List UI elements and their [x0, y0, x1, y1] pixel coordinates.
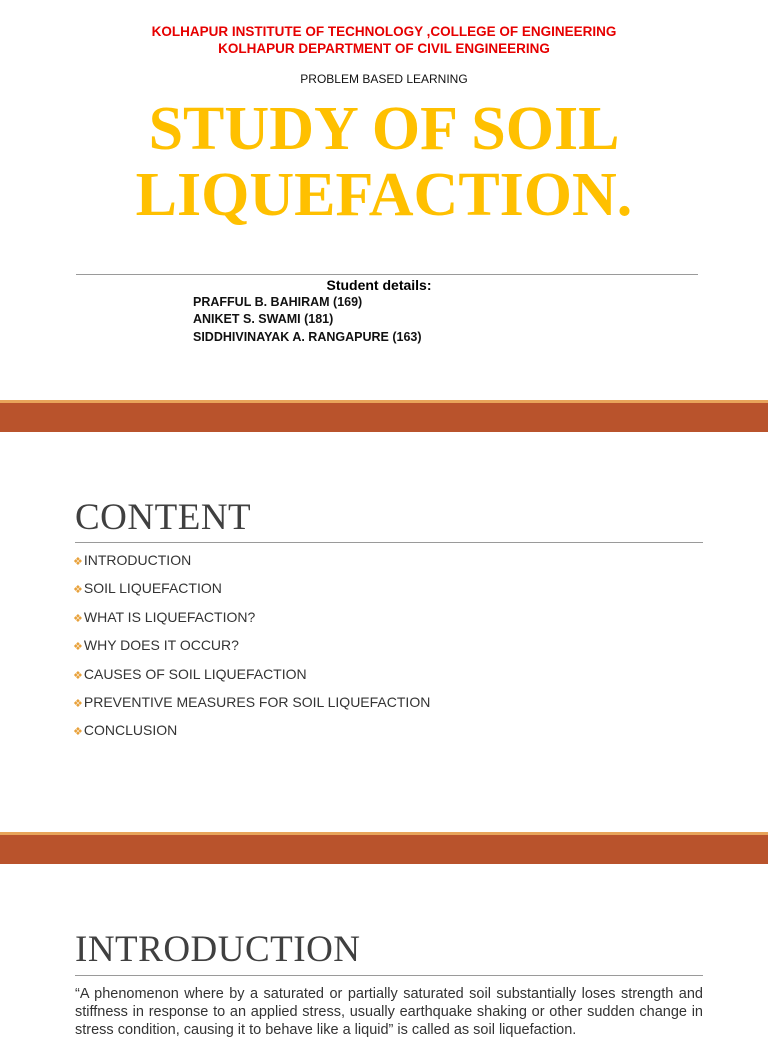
intro-paragraph: “A phenomenon where by a saturated or partially saturated soil substantially loses strength and stiffness in response to an applied stress, usually earthquake shaking or other sudden change in stress condition, causing it to behave like a liquid” is called as soil liquefaction.	[75, 986, 703, 1038]
diamond-bullet-icon: ❖	[73, 556, 83, 568]
slide-heading: INTRODUCTION	[75, 929, 361, 970]
student-name: ANIKET S. SWAMI (181)	[193, 312, 334, 326]
introduction-slide	[0, 864, 768, 1038]
diamond-bullet-icon: ❖	[73, 698, 83, 710]
student-name: PRAFFUL B. BAHIRAM (169)	[193, 295, 363, 309]
diamond-bullet-icon: ❖	[73, 726, 83, 738]
title-slide	[0, 0, 768, 400]
diamond-bullet-icon: ❖	[73, 641, 83, 653]
title-line-2: LIQUEFACTION.	[135, 161, 633, 229]
list-item: ❖INTRODUCTION	[73, 552, 192, 568]
content-slide	[0, 432, 768, 832]
list-item: ❖SOIL LIQUEFACTION	[73, 580, 222, 596]
subtitle: PROBLEM BASED LEARNING	[300, 72, 468, 86]
list-item: ❖WHY DOES IT OCCUR?	[73, 637, 239, 653]
slide-heading: CONTENT	[75, 497, 252, 538]
slide-separator	[0, 403, 768, 432]
diamond-bullet-icon: ❖	[73, 613, 83, 625]
list-item: ❖CAUSES OF SOIL LIQUEFACTION	[73, 666, 307, 682]
student-name: SIDDHIVINAYAK A. RANGAPURE (163)	[193, 330, 422, 344]
department-name: KOLHAPUR DEPARTMENT OF CIVIL ENGINEERING	[218, 41, 550, 56]
diamond-bullet-icon: ❖	[73, 584, 83, 596]
title-line-1: STUDY OF SOIL	[148, 95, 620, 163]
heading-underline	[75, 542, 703, 543]
institute-name: KOLHAPUR INSTITUTE OF TECHNOLOGY ,COLLEGE OF ENGINEERING	[151, 24, 617, 39]
slide-separator	[0, 835, 768, 864]
list-item: ❖CONCLUSION	[73, 722, 178, 738]
student-details-label: Student details:	[326, 277, 432, 293]
list-item: ❖WHAT IS LIQUEFACTION?	[73, 609, 256, 625]
diamond-bullet-icon: ❖	[73, 670, 83, 682]
heading-underline	[75, 975, 703, 976]
list-item: ❖PREVENTIVE MEASURES FOR SOIL LIQUEFACTION	[73, 694, 431, 710]
divider	[76, 274, 698, 275]
